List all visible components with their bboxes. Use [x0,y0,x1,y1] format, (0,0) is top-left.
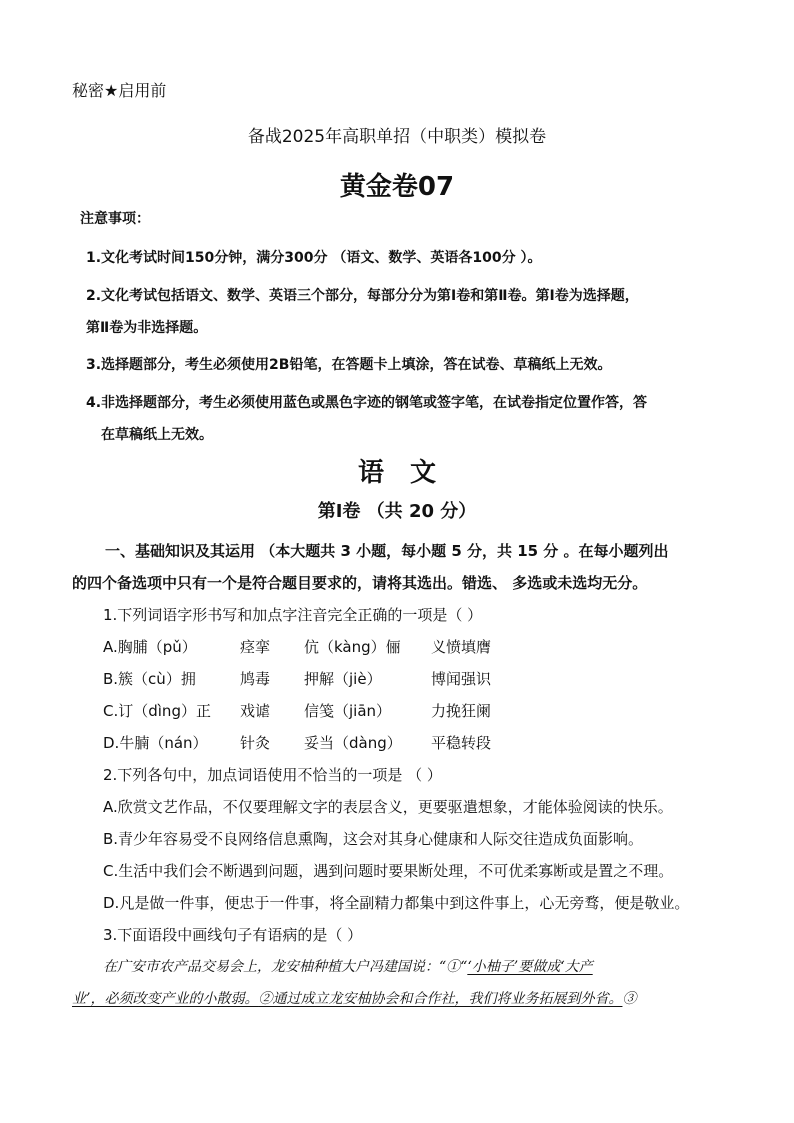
passage-line-1 [103,956,593,976]
option-c-part-1: C.订（dìng）正 [103,702,211,720]
notice-item-2: 2.文化考试包括语文、数学、英语三个部分，每部分分为第Ⅰ卷和第Ⅱ卷。第Ⅰ卷为选择题， [86,288,639,304]
notice-item-2-cont: 第Ⅱ卷为非选择题。 [86,320,208,336]
notice-item-1: 1.文化考试时间150分钟，满分300分 （语文、数学、英语各100分 ）。 [86,250,542,266]
option-d-part-4: 平稳转段 [431,734,492,752]
option-b-part-2: 鸠毒 [240,670,271,688]
section-instructions-line2: 的四个备选项中只有一个是符合题目要求的，请将其选出。错选、 多选或未选均无分。 [72,574,648,592]
passage-line-2-end: ③ [622,991,637,1007]
passage-underlined-sentence-2: ②通过成立龙安柚协会和合作社，我们将业务拓展到外省。 [258,991,623,1007]
option-d-part-1: D.牛腩（nán） [103,734,208,752]
question-3-stem: 3.下面语段中画线句子有语病的是（ ） [103,926,363,944]
question-2-option-b: B.青少年容易受不良网络信息熏陶，这会对其身心健康和人际交往造成负面影响。 [103,830,644,848]
question-2-stem: 2.下列各句中，加点词语使用不恰当的一项是 （ ） [103,766,442,784]
subject-title: 语文 [357,458,462,488]
notice-item-4: 4.非选择题部分，考生必须使用蓝色或黑色字迹的钢笔或签字笔，在试卷指定位置作答，答 [86,395,648,411]
option-a-part-2: 痉挛 [240,638,271,656]
exam-subtitle: 备战2025年高职单招（中职类）模拟卷 [247,127,547,147]
question-1-stem: 1.下列词语字形书写和加点字注音完全正确的一项是（ ） [103,606,483,624]
question-1-option-c [103,700,623,720]
option-c-part-2: 戏谑 [240,702,271,720]
option-d-part-2: 针灸 [240,734,271,752]
question-1-option-a [103,636,623,656]
option-b-part-1: B.簇（cù）拥 [103,670,196,688]
option-a-part-3: 伉（kàng）俪 [304,638,401,656]
notice-heading: 注意事项： [80,211,150,227]
section-instructions-line1: 一、基础知识及其运用 （本大题共 3 小题，每小题 5 分，共 15 分 。在每小题列出 [105,542,669,560]
option-c-part-4: 力挽狂阑 [431,702,492,720]
secret-label: 秘密★启用前 [72,81,167,100]
option-b-part-3: 押解（jiè） [304,670,382,688]
passage-underlined-sentence-1a: ‘小柚子’要做成‘大产 [467,959,593,975]
question-2-option-c: C.生活中我们会不断遇到问题，遇到问题时要果断处理，不可优柔寡断或是置之不理。 [103,862,674,880]
question-2-option-a: A.欣赏文艺作品，不仅要理解文字的表层含义，更要驱遣想象，才能体验阅读的快乐。 [103,798,673,816]
passage-line-1-text: 在广安市农产品交易会上，龙安柚种植大户冯建国说：“①“ [103,959,468,975]
option-b-part-4: 博闻强识 [431,670,492,688]
exam-title: 黄金卷07 [339,172,455,202]
part-title: 第Ⅰ卷 （共 20 分） [317,501,477,522]
notice-item-4-cont: 在草稿纸上无效。 [101,427,213,443]
question-2-option-d: D.凡是做一件事，便忠于一件事，将全副精力都集中到这件事上，心无旁骛，便是敬业。 [103,894,690,912]
option-a-part-1: A.胸脯（pǔ） [103,638,197,656]
passage-underlined-sentence-1b: 业’，必须改变产业的小散弱。 [72,991,259,1007]
option-a-part-4: 义愤填膺 [431,638,492,656]
notice-item-3: 3.选择题部分，考生必须使用2B铅笔，在答题卡上填涂，答在试卷、草稿纸上无效。 [86,357,612,373]
option-c-part-3: 信笺（jiān） [304,702,392,720]
question-1-option-b [103,668,623,688]
option-d-part-3: 妥当（dàng） [304,734,402,752]
passage-line-2 [72,988,636,1008]
question-1-option-d [103,732,623,752]
